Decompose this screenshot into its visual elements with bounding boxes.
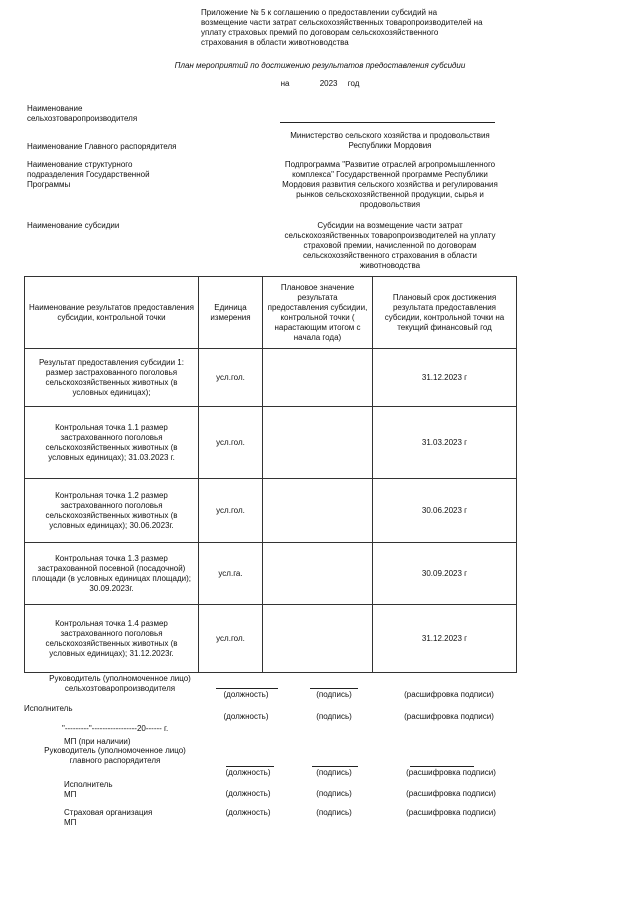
- row-value: [263, 407, 373, 479]
- table-header-row: [25, 277, 517, 349]
- decoding-caption: (расшифровка подписи): [404, 712, 494, 721]
- producer-head-label: [30, 674, 210, 694]
- signature-line: [312, 766, 358, 767]
- page-title: План мероприятий по достижению результатов предоставления субсидии: [174, 61, 466, 70]
- decoding-caption: (расшифровка подписи): [404, 690, 494, 699]
- manager-value-line: Республики Мордовия: [348, 141, 432, 150]
- program-label: [27, 160, 187, 190]
- row-value: [263, 349, 373, 407]
- row-unit: усл.га.: [199, 543, 263, 605]
- program-label-line: Наименование структурного: [27, 160, 133, 169]
- row-date: 31.12.2023 г: [373, 605, 517, 673]
- producer-label-line: Наименование: [27, 104, 83, 113]
- position-caption: (должность): [223, 690, 269, 699]
- manager-value-line: Министерство сельского хозяйства и продовольствия: [290, 131, 490, 140]
- program-value-line: продовольствия: [359, 200, 421, 209]
- year-line: [0, 79, 640, 89]
- program-value-line: рынков сельскохозяйственной продукции, сырья и: [296, 190, 484, 199]
- mp-label: МП: [64, 818, 77, 827]
- year-prefix: на: [280, 79, 290, 88]
- position-caption: (должность): [225, 808, 271, 817]
- subsidy-label: Наименование субсидии: [27, 221, 120, 230]
- position-caption: (должность): [223, 712, 269, 721]
- row-date: 30.06.2023 г: [373, 479, 517, 543]
- row-value: [263, 479, 373, 543]
- subsidy-value-line: страховой премии, начисленной по договорам: [303, 241, 477, 250]
- row-name: Контрольная точка 1.3 размер застрахованной посевной (посадочной) площади (в условных единицах площади); 30.09.2023г.: [25, 543, 199, 605]
- position-caption: (должность): [225, 768, 271, 777]
- manager-head-line: главного распорядителя: [69, 756, 161, 765]
- year-value: 2023: [319, 79, 338, 88]
- appendix-header: [201, 8, 521, 48]
- manager-value: [260, 131, 520, 151]
- row-name: Контрольная точка 1.2 размер застрахованного поголовья сельскохозяйственных животных (в условных единицах); 30.06.2023г.: [25, 479, 199, 543]
- program-value-line: Мордовия развития сельского хозяйства и регулирования: [282, 180, 498, 189]
- signature-caption: (подпись): [316, 808, 352, 817]
- head-label-line: Руководитель (уполномоченное лицо): [49, 674, 191, 683]
- program-label-line: подразделения Государственной: [27, 170, 150, 179]
- decoding-caption: (расшифровка подписи): [406, 789, 496, 798]
- row-value: [263, 543, 373, 605]
- header-unit: Единица измерения: [199, 277, 263, 349]
- header-line: уплату страховых премий по договорам сельскохозяйственного: [201, 28, 439, 37]
- signature-line: [310, 688, 358, 689]
- header-planned-date: Плановый срок достижения результата предоставления субсидии, контрольной точки на текущий финансовый год: [373, 277, 517, 349]
- decoding-line: [410, 766, 474, 767]
- table-row: [25, 407, 517, 479]
- header-line: Приложение № 5 к соглашению о предоставлении субсидий на: [201, 8, 438, 17]
- row-unit: усл.гол.: [199, 407, 263, 479]
- program-value-line: комплекса" Государственной программе Республики: [292, 170, 488, 179]
- position-caption: (должность): [225, 789, 271, 798]
- subsidy-value-line: Субсидии на возмещение части затрат: [317, 221, 463, 230]
- executor2-label: Исполнитель: [64, 780, 113, 789]
- header-result-name: Наименование результатов предоставления субсидии, контрольной точки: [25, 277, 199, 349]
- signature-caption: (подпись): [316, 789, 352, 798]
- program-label-line: Программы: [27, 180, 71, 189]
- row-unit: усл.гол.: [199, 479, 263, 543]
- subsidy-value-line: сельскохозяйственного страхования в области: [302, 251, 478, 260]
- mp-label: МП: [64, 790, 77, 799]
- row-date: 31.12.2023 г: [373, 349, 517, 407]
- program-value: [258, 160, 522, 210]
- year-suffix: год: [347, 79, 360, 88]
- row-unit: усл.гол.: [199, 349, 263, 407]
- signature-caption: (подпись): [316, 768, 352, 777]
- manager-head-label: [30, 746, 200, 766]
- header-line: возмещение части затрат сельскохозяйственных товаропроизводителей на: [201, 18, 483, 27]
- date-line: "---------"-----------------20------ г.: [62, 724, 169, 733]
- subsidy-value-line: животноводства: [359, 261, 421, 270]
- row-name: Результат предоставления субсидии 1: размер застрахованного поголовья сельскохозяйственных животных (в условных единицах);: [25, 349, 199, 407]
- manager-head-line: Руководитель (уполномоченное лицо): [44, 746, 186, 755]
- header-line: страхования в области животноводства: [201, 38, 349, 47]
- row-name: Контрольная точка 1.1 размер застрахованного поголовья сельскохозяйственных животных (в условных единицах); 31.03.2023 г.: [25, 407, 199, 479]
- row-unit: усл.гол.: [199, 605, 263, 673]
- subsidy-value: [258, 221, 522, 271]
- table-row: [25, 479, 517, 543]
- producer-label: [27, 104, 187, 124]
- subsidy-value-line: сельскохозяйственных товаропроизводителей на уплату: [284, 231, 496, 240]
- decoding-caption: (расшифровка подписи): [406, 768, 496, 777]
- decoding-caption: (расшифровка подписи): [406, 808, 496, 817]
- head-label-line: сельхозтоваропроизводителя: [64, 684, 176, 693]
- results-table: [24, 276, 517, 673]
- header-planned-value: Плановое значение результата предоставления субсидии, контрольной точки ( нарастающим итогом с начала года): [263, 277, 373, 349]
- manager-underline: [280, 122, 495, 123]
- row-date: 31.03.2023 г: [373, 407, 517, 479]
- producer-label-line: сельхозтоваропроизводителя: [27, 114, 138, 123]
- table-row: [25, 543, 517, 605]
- position-line: [216, 688, 278, 689]
- table-row: [25, 349, 517, 407]
- insurer-label: Страховая организация: [64, 808, 153, 817]
- position-line: [226, 766, 274, 767]
- row-value: [263, 605, 373, 673]
- row-date: 30.09.2023 г: [373, 543, 517, 605]
- program-value-line: Подпрограмма "Развитие отраслей агропромышленного: [284, 160, 496, 169]
- table-row: [25, 605, 517, 673]
- executor-label: Исполнитель: [24, 704, 73, 713]
- manager-label: Наименование Главного распорядителя: [27, 142, 177, 151]
- row-name: Контрольная точка 1.4 размер застрахованного поголовья сельскохозяйственных животных (в условных единицах); 31.12.2023г.: [25, 605, 199, 673]
- signature-caption: (подпись): [316, 712, 352, 721]
- signature-caption: (подпись): [316, 690, 352, 699]
- mp-optional: МП (при наличии): [64, 737, 131, 746]
